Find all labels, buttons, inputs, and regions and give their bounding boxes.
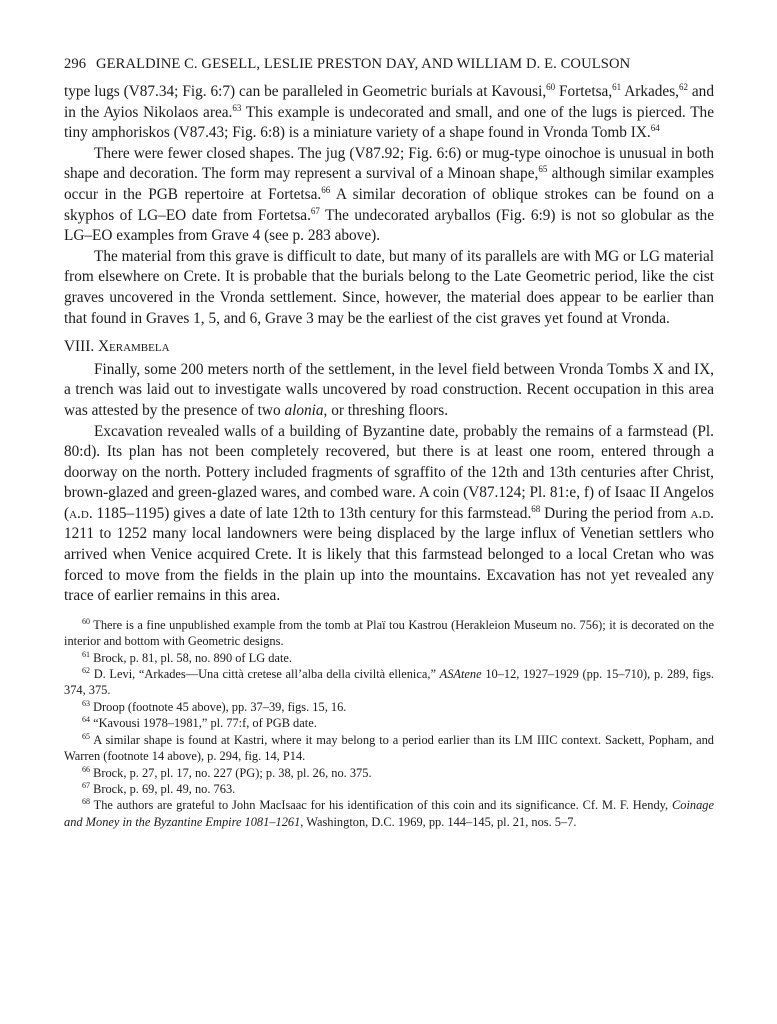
- footnote-text: “Kavousi 1978–1981,” pl. 77:f, of PGB date.: [90, 716, 317, 731]
- footnote-text: D. Levi, “Arkades—Una città cretese all’alba della civiltà ellenica,”: [90, 667, 440, 682]
- paragraph-4: [64, 360, 714, 422]
- text-run: A similar decoration of oblique strokes can be found on a skyphos of LG–EO date from Fortetsa.: [64, 185, 714, 224]
- text-run: 1185–1195) gives a date of late 12th to 13th century for this farmstead.: [92, 504, 532, 522]
- section-heading: [64, 337, 714, 358]
- footnote-ref-66[interactable]: 66: [321, 184, 331, 195]
- text-run: , or threshing floors.: [323, 401, 449, 419]
- italic-term: alonia: [284, 401, 324, 419]
- footnote-text: There is a fine unpublished example from the tomb at Plaï tou Kastrou (Herakleion Museum no. 756); it is decorated on the interior and bottom with Geometric designs.: [64, 617, 714, 649]
- footnote-61: [64, 650, 714, 666]
- era-abbrev: a.d.: [69, 504, 93, 522]
- footnote-number: 66: [82, 764, 90, 774]
- section-numeral: VIII.: [64, 338, 95, 356]
- paragraph-3: The material from this grave is difficult to date, but many of its parallels are with MG or LG material from elsewhere on Crete. It is probable that the burials belong to the Late Geometric period, like the cist graves uncovered in the Vronda settlement. Since, however, the material does appear to be earlier than that found in Graves 1, 5, and 6, Grave 3 may be the earliest of the cist graves yet found at Vronda.: [64, 247, 714, 327]
- text-run: and in the Ayios Nikolaos area.: [64, 83, 714, 121]
- footnote-65: [64, 732, 714, 765]
- footnote-ref-64[interactable]: 64: [650, 123, 660, 134]
- era-abbrev: a.d.: [690, 504, 714, 522]
- text-run: Finally, some 200 meters north of the settlement, in the level field between Vronda Tombs X and IX, a trench was laid out to investigate walls uncovered by road construction. Recent occupation in this area was attested by the presence of two: [64, 360, 714, 419]
- paragraph-1: [64, 82, 714, 144]
- text-run: 1211 to 1252 many local landowners were being displaced by the large influx of Venetian settlers who arrived when Venice acquired Crete. It is likely that this farmstead belonged to a local Cretan who was forced to move from the fields in the plain up into the mountains. Excavation has not yet revealed any trace of earlier remains in this area.: [64, 525, 714, 605]
- footnote-ref-60[interactable]: 60: [546, 81, 556, 92]
- body-text: [64, 82, 714, 607]
- running-head-authors: GERALDINE C. GESELL, LESLIE PRESTON DAY, AND WILLIAM D. E. COULSON: [95, 56, 631, 72]
- running-head: [64, 54, 714, 74]
- footnote-text: Droop (footnote 45 above), pp. 37–39, figs. 15, 16.: [90, 699, 347, 714]
- footnote-text: Brock, p. 81, pl. 58, no. 890 of LG date.: [90, 650, 293, 665]
- footnote-text: , Washington, D.C. 1969, pp. 144–145, pl. 21, nos. 5–7.: [300, 814, 577, 829]
- book-title: Coinage and Money in the Byzantine Empire 1081–1261: [64, 798, 714, 829]
- footnote-number: 65: [82, 731, 90, 741]
- text-run: This example is undecorated and small, and one of the lugs is pierced. The tiny amphoriskos (V87.43; Fig. 6:8) is a miniature variety of a shape found in Vronda Tomb IX.: [64, 103, 714, 142]
- footnote-66: [64, 765, 714, 781]
- page-number: 296: [64, 56, 87, 72]
- footnote-number: 67: [82, 780, 90, 790]
- footnote-text: 10–12, 1927–1929 (pp. 15–710), p. 289, figs. 374, 375.: [64, 667, 715, 698]
- footnote-67: [64, 781, 714, 797]
- section-title: Xerambela: [97, 338, 170, 356]
- journal-title: ASAtene: [439, 667, 482, 682]
- footnote-68: [64, 797, 714, 830]
- page: [64, 54, 714, 830]
- footnote-text: Brock, p. 27, pl. 17, no. 227 (PG); p. 38, pl. 26, no. 375.: [90, 765, 372, 780]
- footnote-number: 62: [82, 665, 90, 675]
- footnote-60: [64, 617, 714, 650]
- text-run: type lugs (V87.34; Fig. 6:7) can be paralleled in Geometric burials at Kavousi,: [64, 83, 547, 100]
- footnote-number: 60: [82, 616, 90, 626]
- text-run: There were fewer closed shapes. The jug (V87.92; Fig. 6:6) or mug-type oinochoe is unusual in both shape and decoration. The form may represent a survival of a Minoan shape,: [64, 144, 714, 183]
- footnote-number: 68: [82, 797, 90, 807]
- footnote-number: 61: [82, 649, 90, 659]
- text-run: During the period from: [540, 504, 691, 522]
- text-run: Fortetsa,: [555, 83, 613, 100]
- footnote-ref-68[interactable]: 68: [531, 503, 541, 514]
- footnote-text: The authors are grateful to John MacIsaac for his identification of this coin and its significance. Cf. M. F. Hendy,: [90, 798, 672, 813]
- footnote-ref-61[interactable]: 61: [612, 81, 622, 92]
- footnote-62: [64, 666, 714, 699]
- text-run: The undecorated aryballos (Fig. 6:9) is not so globular as the LG–EO examples from Grave 4 (see p. 283 above).: [64, 206, 714, 245]
- footnote-text: Brock, p. 69, pl. 49, no. 763.: [90, 781, 236, 796]
- footnote-64: [64, 715, 714, 731]
- paragraph-2: [64, 144, 714, 247]
- text-run: although similar examples occur in the PGB repertoire at Fortetsa.: [64, 165, 714, 203]
- text-run: Arkades,: [621, 83, 679, 100]
- paragraph-5: [64, 422, 714, 607]
- footnote-number: 63: [82, 698, 90, 708]
- footnotes: [64, 617, 714, 830]
- footnote-text: A similar shape is found at Kastri, where it may belong to a period earlier than its LM IIIC context. Sackett, Popham, and Warren (footnote 14 above), p. 294, fig. 14, P14.: [64, 732, 714, 764]
- footnote-ref-63[interactable]: 63: [232, 102, 242, 113]
- footnote-number: 64: [82, 715, 90, 725]
- text-run: Excavation revealed walls of a building of Byzantine date, probably the remains of a farmstead (Pl. 80:d). Its plan has not been completely recovered, but there is at least one room, entered through a doorway on the north. Pottery included fragments of sgraffito of the 12th and 13th centuries after Christ, brown-glazed and green-glazed wares, and combed ware. A coin (V87.124; Pl. 81:e, f) of Isaac II Angelos (: [64, 422, 714, 522]
- footnote-ref-62[interactable]: 62: [679, 81, 688, 92]
- footnote-ref-65[interactable]: 65: [538, 164, 548, 175]
- footnote-63: [64, 699, 714, 715]
- footnote-ref-67[interactable]: 67: [310, 205, 320, 216]
